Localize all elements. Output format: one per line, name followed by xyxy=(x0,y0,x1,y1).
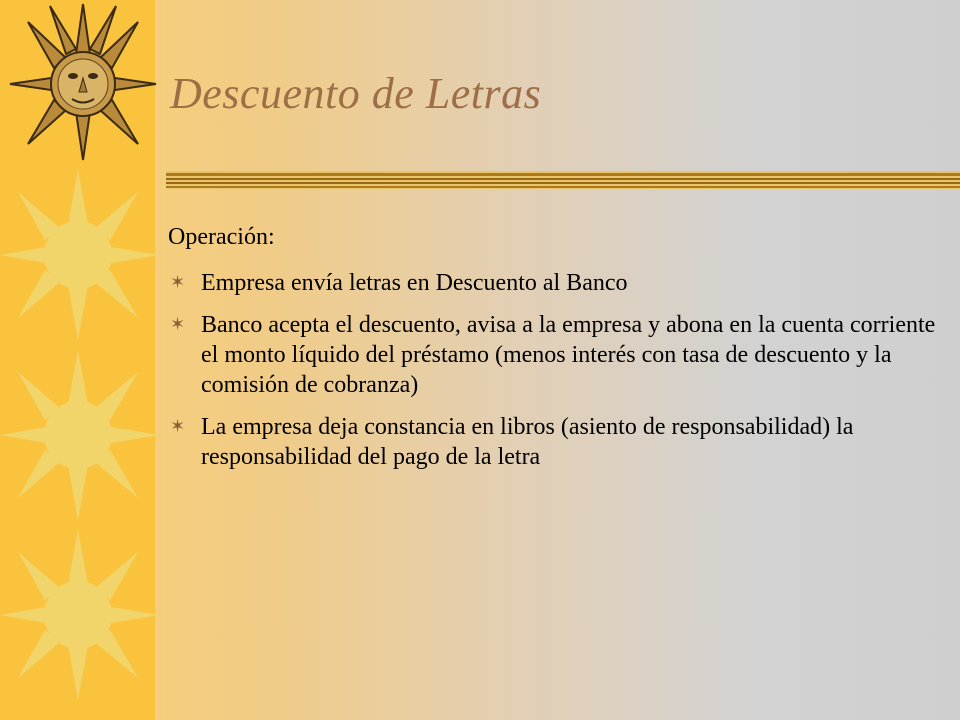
sun-icon xyxy=(0,530,160,700)
list-item-text: Empresa envía letras en Descuento al Banco xyxy=(201,270,628,296)
sun-icon xyxy=(0,350,160,520)
sun-face-icon xyxy=(8,2,158,162)
list-item xyxy=(168,310,948,400)
title-divider xyxy=(166,170,960,190)
sun-icon xyxy=(0,170,160,340)
asterisk-star-icon: ✶ xyxy=(170,416,186,437)
bullet-list xyxy=(168,268,948,472)
list-item xyxy=(168,412,948,472)
list-item-text: Banco acepta el descuento, avisa a la empresa y abona en la cuenta corriente el monto líquido del préstamo (menos interés con tasa de descuento y la comisión de cobranza) xyxy=(201,312,936,398)
list-item xyxy=(168,268,948,298)
asterisk-star-icon: ✶ xyxy=(170,314,186,335)
asterisk-star-icon: ✶ xyxy=(170,272,186,293)
list-item-text: La empresa deja constancia en libros (asiento de responsabilidad) la responsabilidad del pago de la letra xyxy=(201,414,854,470)
section-heading: Operación: xyxy=(168,224,275,250)
slide-body xyxy=(168,222,948,484)
slide-title: Descuento de Letras xyxy=(170,69,542,118)
